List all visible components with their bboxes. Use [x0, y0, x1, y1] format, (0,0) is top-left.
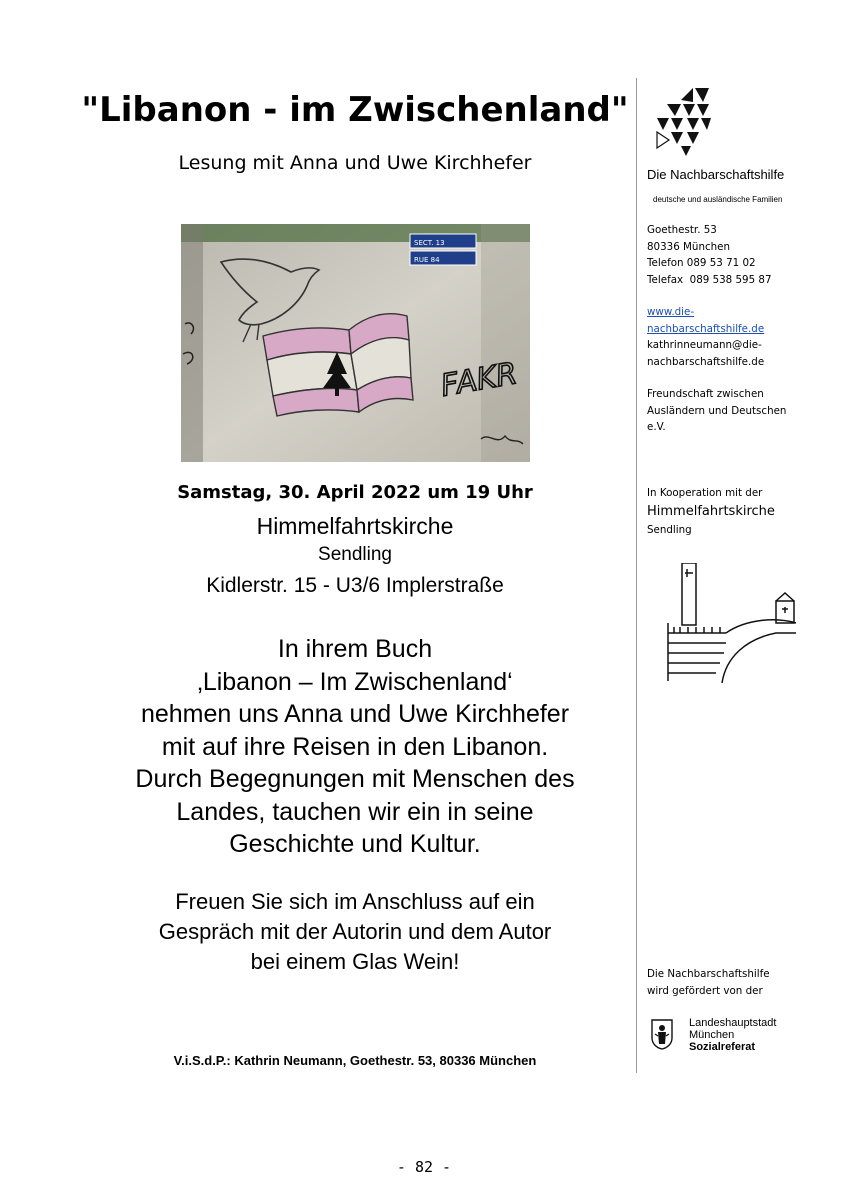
- coop-name: Himmelfahrtskirche: [647, 503, 775, 519]
- website-link[interactable]: www.die-: [647, 306, 695, 318]
- flyer-subtitle: Lesung mit Anna und Uwe Kirchhefer: [178, 152, 532, 174]
- mission-line: Freundschaft zwischen: [647, 388, 764, 400]
- graffiti-tag: FAKR: [438, 356, 520, 404]
- mission-line: Ausländern und Deutschen: [647, 404, 787, 417]
- column-divider: [636, 78, 637, 1073]
- city-line: Landeshauptstadt: [689, 1017, 777, 1029]
- graffiti-photo: [181, 224, 530, 462]
- funding-note: [647, 966, 770, 999]
- church-drawing: [666, 563, 806, 683]
- event-venue: Himmelfahrtskirche: [256, 513, 454, 539]
- org-mission: [647, 386, 786, 436]
- invitation-line: Gespräch mit der Autorin und dem Autor: [158, 919, 552, 944]
- org-tagline: deutsche und ausländische Familien: [653, 195, 783, 204]
- invitation-line: Freuen Sie sich im Anschluss auf ein: [175, 889, 535, 914]
- munich-coat-of-arms-icon: [650, 1018, 674, 1050]
- sign-line2: RUE 84: [414, 256, 440, 264]
- address-line: Goethestr. 53: [647, 224, 717, 236]
- event-district: Sendling: [318, 544, 392, 565]
- contact-address: [647, 222, 772, 288]
- page-number: - 82 -: [396, 1158, 452, 1176]
- fax-line: Telefax 089 538 595 87: [647, 273, 772, 286]
- contact-web: [647, 304, 764, 370]
- city-department: [689, 1017, 776, 1053]
- email-line-cont: nachbarschaftshilfe.de: [647, 355, 765, 368]
- city-dept: Sozialreferat: [689, 1041, 756, 1053]
- city-line: München: [689, 1029, 735, 1041]
- event-datetime: Samstag, 30. April 2022 um 19 Uhr: [177, 482, 533, 503]
- coop-district: Sendling: [647, 523, 692, 536]
- address-line: 80336 München: [647, 240, 731, 253]
- mission-line: e.V.: [647, 421, 666, 433]
- invitation-line: bei einem Glas Wein!: [250, 949, 460, 974]
- description-line: Geschichte und Kultur.: [229, 830, 481, 858]
- email-line: kathrinneumann@die-: [647, 339, 762, 351]
- description-paragraph: [60, 633, 650, 861]
- description-line: In ihrem Buch: [277, 635, 433, 663]
- nachbarschaftshilfe-logo: [655, 88, 711, 158]
- sign-line1: SECT. 13: [414, 239, 445, 247]
- org-name: Die Nachbarschaftshilfe: [647, 167, 785, 182]
- website-link-cont[interactable]: nachbarschaftshilfe.de: [647, 322, 765, 335]
- description-line: mit auf ihre Reisen in den Libanon.: [161, 732, 549, 761]
- invitation-paragraph: [60, 887, 650, 977]
- coop-intro: In Kooperation mit der: [647, 487, 763, 499]
- description-line: Landes, tauchen wir ein in seine: [176, 797, 534, 826]
- event-address: Kidlerstr. 15 - U3/6 Implerstraße: [206, 574, 504, 597]
- description-line: ‚Libanon – Im Zwischenland‘: [197, 667, 513, 696]
- legal-responsibility: V.i.S.d.P.: Kathrin Neumann, Goethestr. 53, 80336 München: [173, 1053, 537, 1068]
- description-line: Durch Begegnungen mit Menschen des: [135, 765, 575, 793]
- description-line: nehmen uns Anna und Uwe Kirchhefer: [140, 700, 570, 728]
- phone-line: Telefon 089 53 71 02: [647, 257, 756, 269]
- funding-line: Die Nachbarschaftshilfe: [647, 968, 770, 980]
- funding-line: wird gefördert von der: [647, 984, 763, 997]
- cooperation-note: [647, 485, 775, 538]
- flyer-title: "Libanon - im Zwischenland": [81, 90, 629, 130]
